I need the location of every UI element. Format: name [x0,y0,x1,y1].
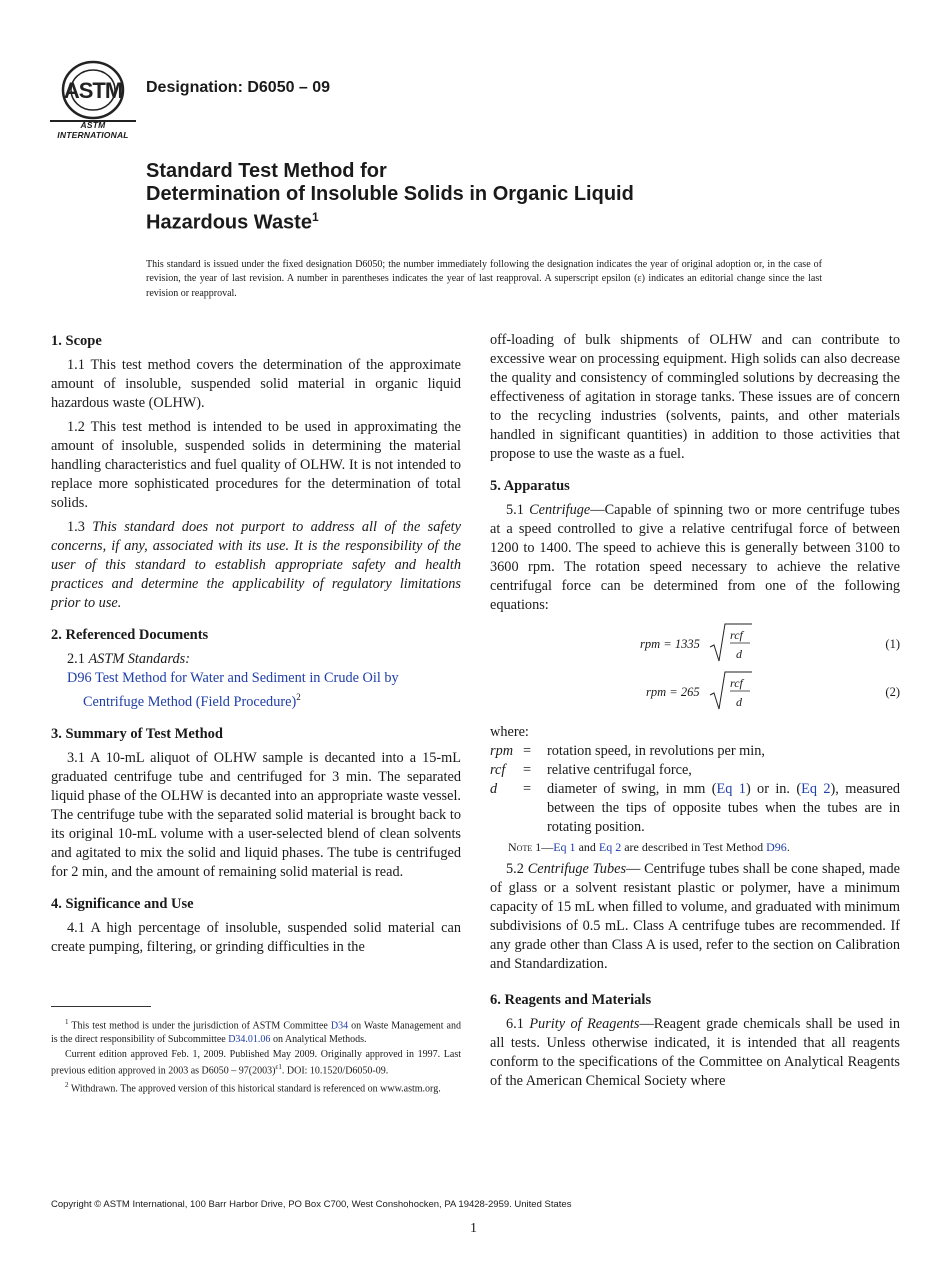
paragraph-1-2: 1.2 This test method is intended to be used in approximating the amount of insoluble, suspended solids in determining the material handling characteristics and fuel quality of OLHW. It is not intended to replace more sophisticated procedures for the determination of total solids. [51,419,461,511]
title-line-3: Hazardous Waste$^1$ [146,210,319,234]
where-rcf: rcf = relative centrifugal force, [490,762,692,778]
where-d: d = diameter of swing, in mm (Eq 1) or in. (Eq 2), measured between the tips of opposite tubes when the tubes are in rotating position. [490,781,900,835]
footnote-1: $^1$ This test method is under the jurisdiction of ASTM Committee D34 on Waste Management and is the direct responsibility of Subcommittee D34.01.06 on Analytical Methods. [51,1018,461,1045]
equation-1 [490,621,900,665]
d34-link[interactable]: D34 [330,1020,349,1032]
ref-footnote-mark: 2 [296,692,301,702]
section-heading-referenced: 2. Referenced Documents [51,627,209,643]
eq2-numerator: rcf [730,676,743,690]
section-heading-significance: 4. Significance and Use [51,895,194,912]
issue-note: This standard is issued under the fixed designation D6050; the number immediately following the designation indicates the year of original adoption or, in the case of revision, the year of last revision. A number in parentheses indicates the year of last reapproval. A superscript epsilon (ε) indicates an editorial change since the last revision or reapproval. [146,259,822,299]
eq1-lhs: rpm = 1335 [640,637,700,651]
title-line-2: Determination of Insoluble Solids in Organic Liquid [146,183,634,205]
document-title [146,160,846,235]
paragraph-2-1: 2.1 ASTM Standards: [67,651,190,667]
where-label: where: [490,724,529,740]
designation: Designation: D6050 – 09 [146,79,331,96]
note-eq2-link[interactable]: Eq 2 [598,840,622,854]
d34-01-06-link[interactable]: D34.01.06 [228,1033,271,1045]
footnotes [51,1016,461,1097]
ref-d96-title-link[interactable]: Test Method for Water and Sediment in Crude Oil by Centrifuge Method (Field Procedure) [83,670,399,710]
logo-wordmark: ASTM INTERNATIONAL [57,120,129,140]
note-d96-link[interactable]: D96 [766,840,787,854]
page-number: 1 [470,1221,477,1236]
eq1-number: (1) [885,637,900,651]
reference-d96[interactable] [67,669,461,712]
paragraph-1-3: 1.3 This standard does not purport to address all of the safety concerns, if any, associated with its use. It is the responsibility of the user of this standard to establish appropriate safety and health practices and determine the applicability of regulatory limitations prior to use. [51,519,461,611]
title-footnote-mark[interactable]: 1 [311,210,319,224]
section-heading-scope: 1. Scope [51,333,102,349]
eq1-numerator: rcf [730,628,743,642]
section-heading-summary: 3. Summary of Test Method [51,725,223,742]
copyright-notice: Copyright © ASTM International, 100 Barr Harbor Drive, PO Box C700, West Conshohocken, PA 19428-2959. United States [51,1199,572,1210]
eq2-link[interactable]: Eq 2 [801,781,831,797]
where-rpm: rpm = rotation speed, in revolutions per min, [490,743,765,759]
note-1: Note 1—Eq 1 and Eq 2 are described in Test Method D96. [508,840,790,854]
astm-logo [50,58,136,140]
section-heading-apparatus: 5. Apparatus [490,478,570,494]
equation-2 [490,669,900,713]
footnote-1-edition: Current edition approved Feb. 1, 2009. Published May 2009. Originally approved in 1997. Last previous edition approved in 2003 as $D6050 - 97(2003)^{\varepsilon 1}$. DOI: 10.1520/D6050-09. [51,1048,461,1077]
left-column [51,332,461,957]
eq2-number: (2) [885,685,900,699]
paragraph-5-2: 5.2 Centrifuge Tubes— Centrifuge tubes shall be cone shaped, made of glass or a solvent resistant plastic or polymer, have a minimum capacity of 15 mL when filled to volume, and graduated with minimum subdivisions of 0.5 mL. Class A centrifuge tubes are recommended. If any grade other than Class A is used, refer to the section on Calibration and Standardization. [490,861,900,972]
ref-d96-link[interactable]: D96 [67,670,92,686]
paragraph-1-1: 1.1 This test method covers the determination of the approximate amount of insoluble, suspended solid material in organic liquid hazardous waste (OLHW). [51,357,461,411]
paragraph-4-1: 4.1 A high percentage of insoluble, suspended solid material can create pumping, filtering, or grinding difficulties in the [51,919,461,955]
paragraph-5-1: 5.1 Centrifuge—Capable of spinning two or more centrifuge tubes at a speed controlled to give a relative centrifugal force of between 1200 to 1400. The speed to achieve this is generally between 3100 to 3600 rpm. The rotation speed necessary to achieve the relative centrifugal force can be determined from one of the following equations: [490,502,900,613]
right-column [490,331,900,1091]
paragraph-3-1: 3.1 A 10-mL aliquot of OLHW sample is decanted into a 15-mL graduated centrifuge tube and centrifuged for 3 min. The separated liquid phase of the OLHW is decanted into an appropriate waste vessel. The centrifuge tube with the separated solid material is brought back to its original 10-mL volume with a user-selected blend of clean solvents and agitated to mix the solid and liquid phases. The tube is centrifuged for 2 min, and the amount of remaining solid material is read. [51,749,461,880]
svg-text:ASTM: ASTM [63,78,123,103]
footnote-rule [51,1006,151,1007]
footnote-2: $^2$ Withdrawn. The approved version of this historical standard is referenced on www.astm.org. [65,1081,441,1095]
paragraph-6-1: 6.1 Purity of Reagents—Reagent grade chemicals shall be used in all tests. Unless otherwise indicated, it is intended that all reagents conform to the specifications of the Committee on Analytical Reagents of the American Chemical Society where [490,1016,900,1089]
eq2-lhs: rpm = 265 [646,685,700,699]
eq1-link[interactable]: Eq 1 [716,781,746,797]
eq2-denominator: d [736,695,742,709]
note-eq1-link[interactable]: Eq 1 [553,840,576,854]
title-line-1: Standard Test Method for [146,160,387,182]
paragraph-4-1-continued: off-loading of bulk shipments of OLHW and can contribute to excessive wear on processing equipment. High solids can also decrease the quality and consistency of commingled solutions by decreasing the effectiveness of agitation in storage tanks. These issues are of concern to the recycling industries (solvents, paints, and other materials handled in significant quantities) in addition to those activities that propose to use the waste as a fuel. [490,332,900,462]
section-heading-reagents: 6. Reagents and Materials [490,992,652,1008]
eq1-denominator: d [736,647,742,661]
